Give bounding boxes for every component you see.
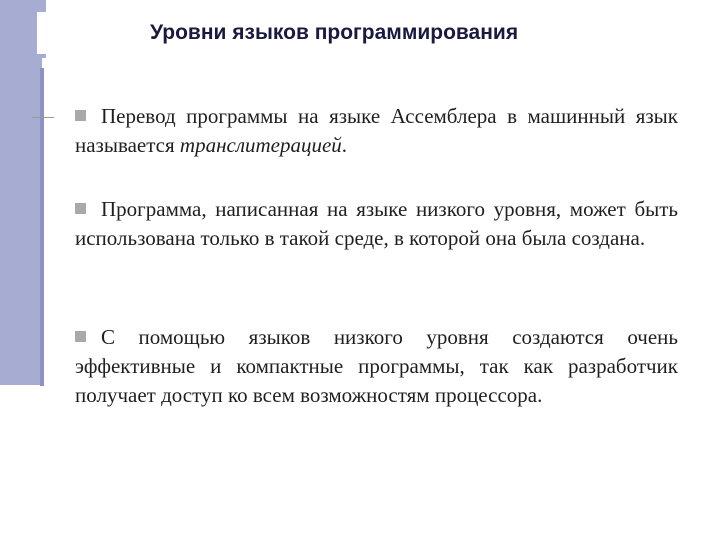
decorative-rule	[32, 117, 54, 118]
square-bullet-icon	[75, 110, 86, 121]
bullet-item-2	[75, 195, 678, 253]
slide-title: Уровни языков программирования	[150, 21, 519, 44]
decorative-corner-notch	[37, 12, 49, 54]
bullet-3-text: С помощью языков низкого уровня создаются очень эффективные и компактные программы, так как разработчик получает доступ ко всем возможностям процессора.	[75, 325, 678, 407]
bullet-2-text: Программа, написанная на языке низкого уровня, может быть использована только в такой среде, в которой она была создана.	[75, 197, 678, 250]
square-bullet-icon	[75, 203, 86, 214]
bullet-1-text: Перевод программы на языке Ассемблера в машинный язык называется	[75, 104, 678, 157]
bullet-item-1	[75, 102, 678, 160]
bullet-1-emphasis: транслитерацией	[179, 133, 342, 157]
bullet-1-text-end: .	[341, 133, 348, 157]
decorative-sidebar-edge	[40, 68, 44, 386]
square-bullet-icon	[75, 331, 86, 342]
bullet-item-3	[75, 323, 678, 410]
